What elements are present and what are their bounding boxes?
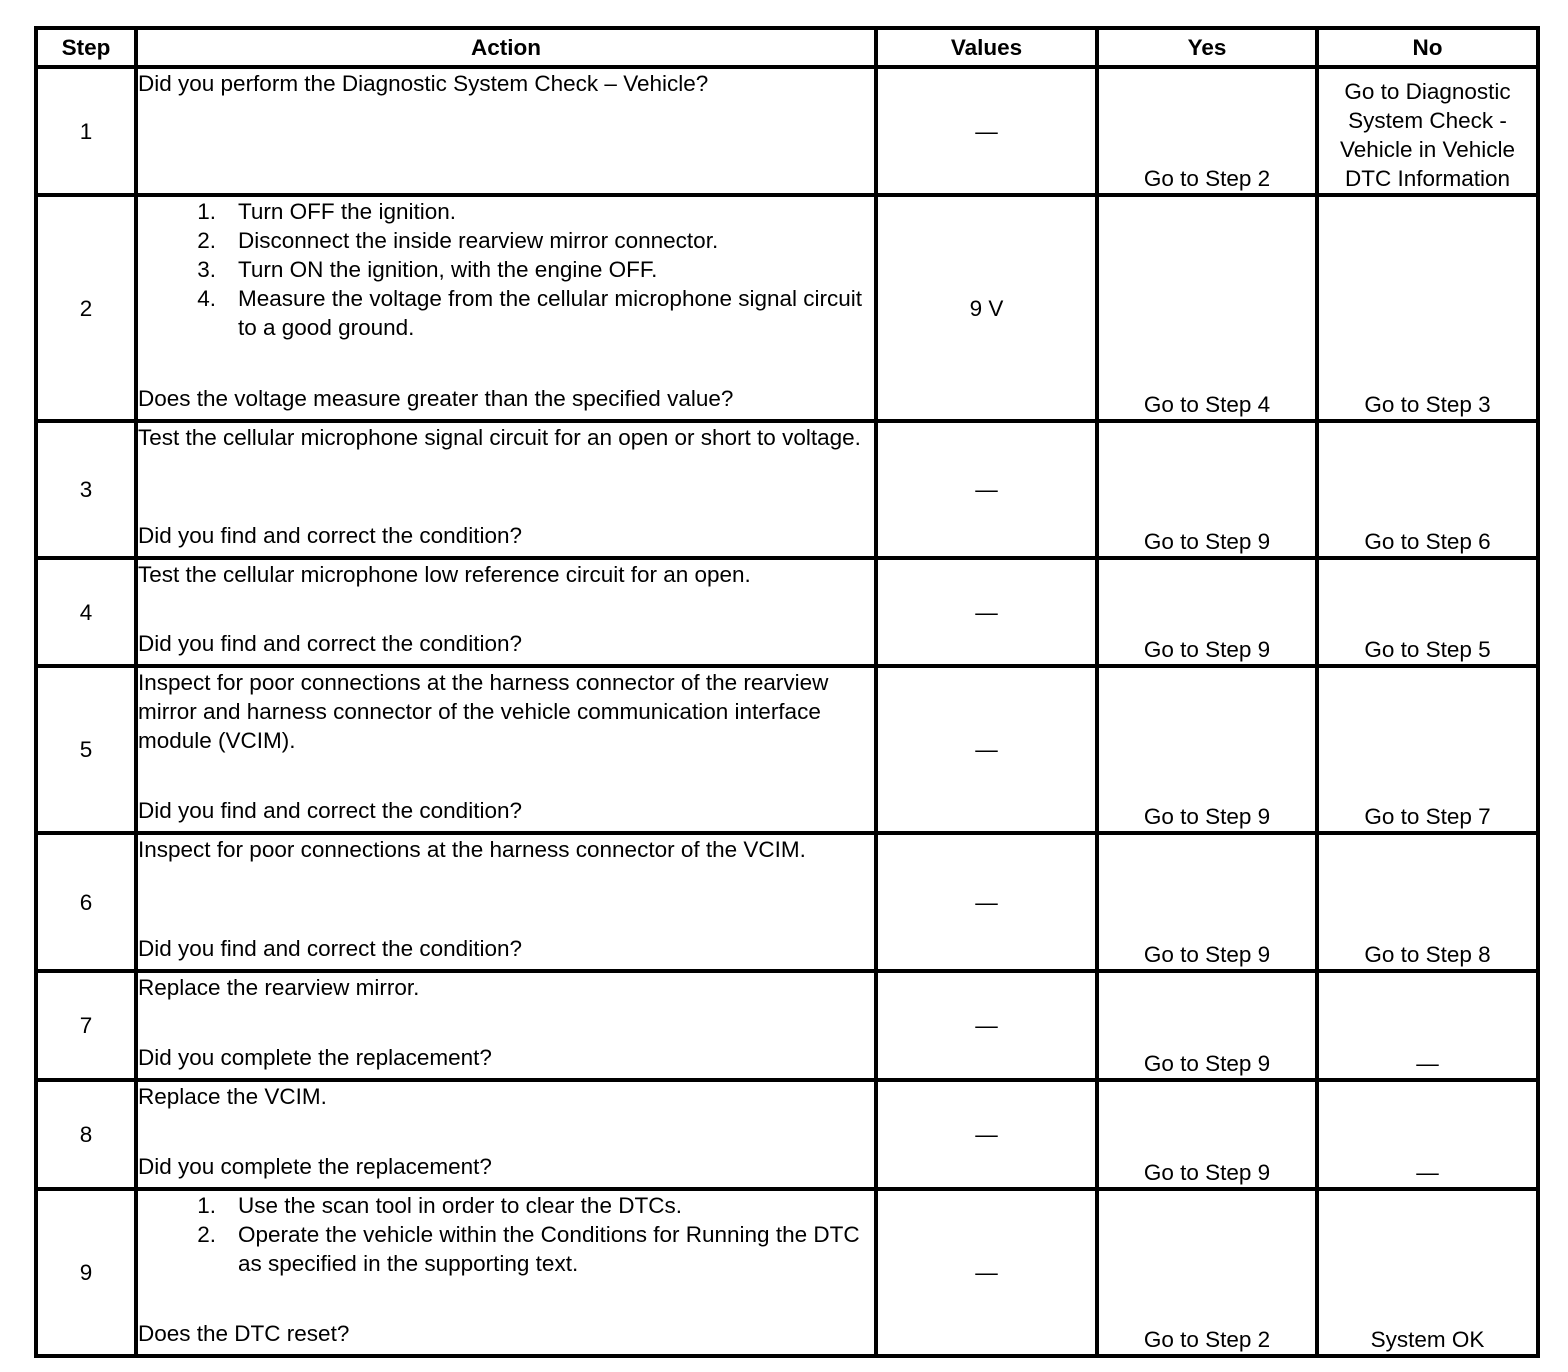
table-row [36,666,1538,833]
value-cell: — [876,1080,1097,1189]
value-cell: — [876,1189,1097,1356]
value-cell: — [876,971,1097,1080]
no-cell: — [1317,1080,1538,1189]
value-cell: — [876,666,1097,833]
yes-cell: Go to Step 9 [1097,833,1317,971]
action-cell [136,558,876,666]
action-cell [136,666,876,833]
yes-cell: Go to Step 9 [1097,666,1317,833]
no-cell: — [1317,971,1538,1080]
action-cell [136,833,876,971]
table-row [36,67,1538,195]
header-no: No [1317,28,1538,67]
value-cell: — [876,67,1097,195]
no-cell: System OK [1317,1189,1538,1356]
action-question: Did you find and correct the condition? [138,523,522,548]
header-action: Action [136,28,876,67]
table-row [36,1080,1538,1189]
no-cell: Go to Step 3 [1317,195,1538,421]
yes-cell: Go to Step 9 [1097,558,1317,666]
substep-item: 1. Use the scan tool in order to clear the DTCs. [197,1193,682,1218]
substep-item: 4. Measure the voltage from the cellular microphone signal circuit to a good ground. [197,286,863,340]
action-question: Does the voltage measure greater than the specified value? [138,386,734,411]
no-cell: Go to Diagnostic System Check - Vehicle in Vehicle DTC Information [1317,67,1538,195]
action-text: Replace the VCIM. [138,1084,327,1109]
step-number: 3 [36,421,136,558]
action-question: Did you find and correct the condition? [138,631,522,656]
yes-cell: Go to Step 2 [1097,67,1317,195]
step-number: 9 [36,1189,136,1356]
step-number: 4 [36,558,136,666]
action-cell [136,1189,876,1356]
table-row [36,195,1538,421]
value-cell: — [876,421,1097,558]
table-row [36,833,1538,971]
action-question: Does the DTC reset? [138,1321,350,1346]
table-row [36,421,1538,558]
no-cell: Go to Step 7 [1317,666,1538,833]
table-row [36,1189,1538,1356]
action-text: Inspect for poor connections at the harness connector of the VCIM. [138,837,806,862]
step-number: 6 [36,833,136,971]
no-cell: Go to Step 8 [1317,833,1538,971]
step-number: 7 [36,971,136,1080]
action-cell [136,67,876,195]
header-yes: Yes [1097,28,1317,67]
action-text: Inspect for poor connections at the harness connector of the rearview mirror and harness connector of the vehicle communication interface module (VCIM). [138,670,829,753]
step-number: 1 [36,67,136,195]
substep-item: 1. Turn OFF the ignition. [197,199,457,224]
action-question: Did you complete the replacement? [138,1045,492,1070]
action-text: Replace the rearview mirror. [138,975,420,1000]
value-cell: 9 V [876,195,1097,421]
value-cell: — [876,833,1097,971]
substep-list [138,197,874,342]
header-step: Step [36,28,136,67]
yes-cell: Go to Step 2 [1097,1189,1317,1356]
no-cell: Go to Step 5 [1317,558,1538,666]
yes-cell: Go to Step 9 [1097,1080,1317,1189]
yes-cell: Go to Step 4 [1097,195,1317,421]
diagnostic-table [34,26,1540,1358]
action-text: Did you perform the Diagnostic System Check – Vehicle? [138,71,709,96]
header-values: Values [876,28,1097,67]
step-number: 5 [36,666,136,833]
action-cell [136,1080,876,1189]
header-row [36,28,1538,67]
yes-cell: Go to Step 9 [1097,971,1317,1080]
action-text: Test the cellular microphone signal circuit for an open or short to voltage. [138,425,861,450]
action-cell [136,421,876,558]
substep-list [138,1191,874,1278]
action-question: Did you complete the replacement? [138,1154,492,1179]
table-row [36,558,1538,666]
table-row [36,971,1538,1080]
substep-item: 2. Disconnect the inside rearview mirror connector. [197,228,719,253]
action-cell [136,971,876,1080]
substep-item: 2. Operate the vehicle within the Conditions for Running the DTC as specified in the supporting text. [197,1222,860,1276]
action-question: Did you find and correct the condition? [138,798,522,823]
no-cell: Go to Step 6 [1317,421,1538,558]
action-question: Did you find and correct the condition? [138,936,522,961]
substep-item: 3. Turn ON the ignition, with the engine OFF. [197,257,658,282]
action-cell [136,195,876,421]
step-number: 2 [36,195,136,421]
step-number: 8 [36,1080,136,1189]
action-text: Test the cellular microphone low reference circuit for an open. [138,562,751,587]
yes-cell: Go to Step 9 [1097,421,1317,558]
value-cell: — [876,558,1097,666]
